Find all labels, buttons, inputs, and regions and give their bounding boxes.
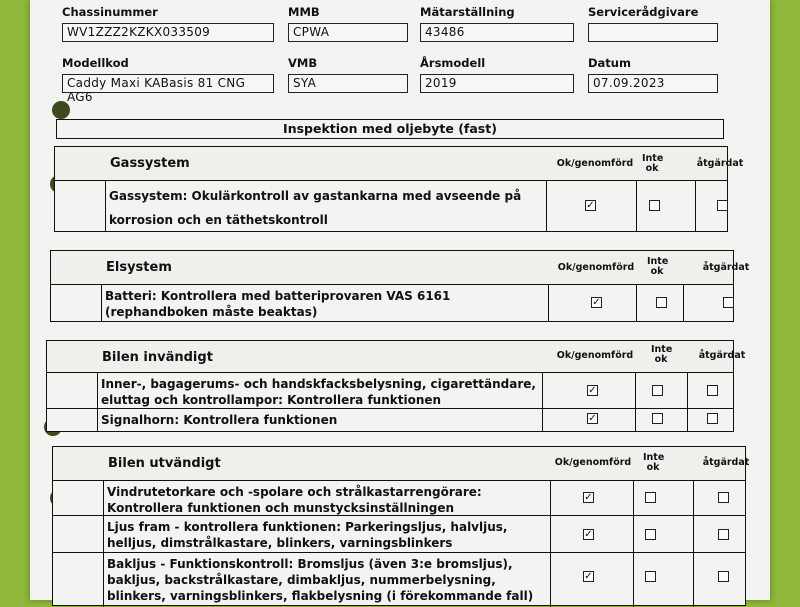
col-done-header: Ok/genomförd: [557, 262, 635, 273]
checkbox-not-ok[interactable]: [652, 385, 663, 396]
checklist-row: [53, 516, 745, 553]
mileage-label: Mätarställning: [420, 5, 515, 19]
checklist-row: [55, 181, 727, 232]
checkbox-not-ok[interactable]: [656, 297, 667, 308]
inspection-title: Inspektion med oljebyte (fast): [56, 119, 724, 139]
vmb-value: SYA: [288, 74, 408, 93]
checklist-row: [47, 373, 733, 409]
mmb-value: CPWA: [288, 23, 408, 42]
chassis-field: [62, 5, 274, 42]
date-field: [588, 56, 718, 93]
checklist-row: [47, 409, 733, 431]
checkbox-fixed[interactable]: [723, 297, 734, 308]
mmb-field: [288, 5, 408, 42]
col-done-header: Ok/genomförd: [554, 457, 632, 468]
col-fixed-header: åtgärdat: [702, 262, 750, 273]
section-title: Gassystem: [110, 156, 190, 171]
checkbox-fixed[interactable]: [707, 413, 718, 424]
checkbox-not-ok[interactable]: [645, 529, 656, 540]
item-text: Ljus fram - kontrollera funktionen: Parkeringsljus, halvljus, helljus, dimstrålkastare, blinkers, varningsblinkers: [103, 516, 551, 552]
checkbox-done[interactable]: ✓: [588, 385, 597, 396]
section-header: [55, 147, 744, 181]
item-text: Bakljus - Funktionskontroll: Bromsljus (även 3:e bromsljus), bakljus, backstrålkastare, dimbakljus, nummerbelysning, blinkers, varningsblinkers, flakbelysning (i förekommande fall): [103, 553, 551, 607]
checklist-row: [53, 481, 745, 516]
year-value: 2019: [420, 74, 574, 93]
date-label: Datum: [588, 56, 631, 70]
year-field: [420, 56, 574, 93]
checkbox-not-ok[interactable]: [645, 492, 656, 503]
section-title: Elsystem: [106, 260, 172, 275]
item-text: Signalhorn: Kontrollera funktionen: [97, 409, 543, 431]
item-text: Gassystem: Okulärkontroll av gastankarna med avseende på korrosion och en täthetskontroll: [105, 181, 547, 232]
checkbox-not-ok[interactable]: [652, 413, 663, 424]
col-fixed-header: åtgärdat: [698, 350, 746, 361]
checkbox-fixed[interactable]: [718, 492, 729, 503]
vmb-field: [288, 56, 408, 93]
section-header: [51, 251, 750, 285]
checkbox-done[interactable]: ✓: [584, 571, 593, 582]
col-notok-header: Inte ok: [642, 153, 664, 174]
year-label: Årsmodell: [420, 56, 486, 70]
checkbox-fixed[interactable]: [718, 529, 729, 540]
mileage-field: [420, 5, 574, 42]
col-notok-header: Inte ok: [647, 256, 669, 277]
section-gassystem: [54, 146, 744, 232]
checkbox-fixed[interactable]: [718, 571, 729, 582]
section-elsystem: [50, 250, 750, 322]
model-field: [62, 56, 274, 104]
col-fixed-header: åtgärdat: [702, 457, 750, 468]
chassis-label: Chassinummer: [62, 5, 158, 19]
advisor-value: [588, 23, 718, 42]
model-label: Modellkod: [62, 56, 129, 70]
checkbox-done[interactable]: ✓: [588, 413, 597, 424]
section-bilen-utvandigt: [52, 446, 750, 606]
checkbox-not-ok[interactable]: [649, 200, 660, 211]
col-fixed-header: åtgärdat: [696, 158, 744, 169]
col-notok-header: Inte ok: [651, 344, 673, 365]
item-text: Inner-, bagagerums- och handskfacksbelysning, cigarettändare, eluttag och kontrollampor: Kontrollera funktionen: [97, 373, 543, 408]
checklist-row: [51, 285, 733, 322]
advisor-field: [588, 5, 718, 42]
checkbox-done[interactable]: ✓: [584, 529, 593, 540]
col-done-header: Ok/genomförd: [556, 158, 634, 169]
item-text: Batteri: Kontrollera med batteriprovaren VAS 6161 (rephandboken måste beaktas): [101, 285, 549, 322]
model-value: Caddy Maxi KABasis 81 CNG AG6: [62, 74, 274, 93]
checklist-row: [53, 553, 745, 607]
checkbox-done[interactable]: ✓: [592, 297, 601, 308]
vmb-label: VMB: [288, 56, 318, 70]
col-done-header: Ok/genomförd: [556, 350, 634, 361]
chassis-value: WV1ZZZ2KZKX033509: [62, 23, 274, 42]
checkbox-fixed[interactable]: [717, 200, 728, 211]
section-header: [53, 447, 750, 481]
section-header: [47, 341, 746, 373]
checkbox-fixed[interactable]: [707, 385, 718, 396]
mileage-value: 43486: [420, 23, 574, 42]
item-text: Vindrutetorkare och -spolare och strålkastarrengörare: Kontrollera funktionen och munstycksinställningen: [103, 481, 551, 515]
checkbox-done[interactable]: ✓: [586, 200, 595, 211]
section-title: Bilen invändigt: [102, 350, 213, 365]
inspection-form: [30, 0, 770, 603]
checkbox-done[interactable]: ✓: [584, 492, 593, 503]
date-value: 07.09.2023: [588, 74, 718, 93]
col-notok-header: Inte ok: [643, 452, 665, 473]
section-bilen-invandigt: [46, 340, 746, 432]
section-title: Bilen utvändigt: [108, 456, 221, 471]
checkbox-not-ok[interactable]: [645, 571, 656, 582]
mmb-label: MMB: [288, 5, 320, 19]
advisor-label: Servicerådgivare: [588, 5, 699, 19]
